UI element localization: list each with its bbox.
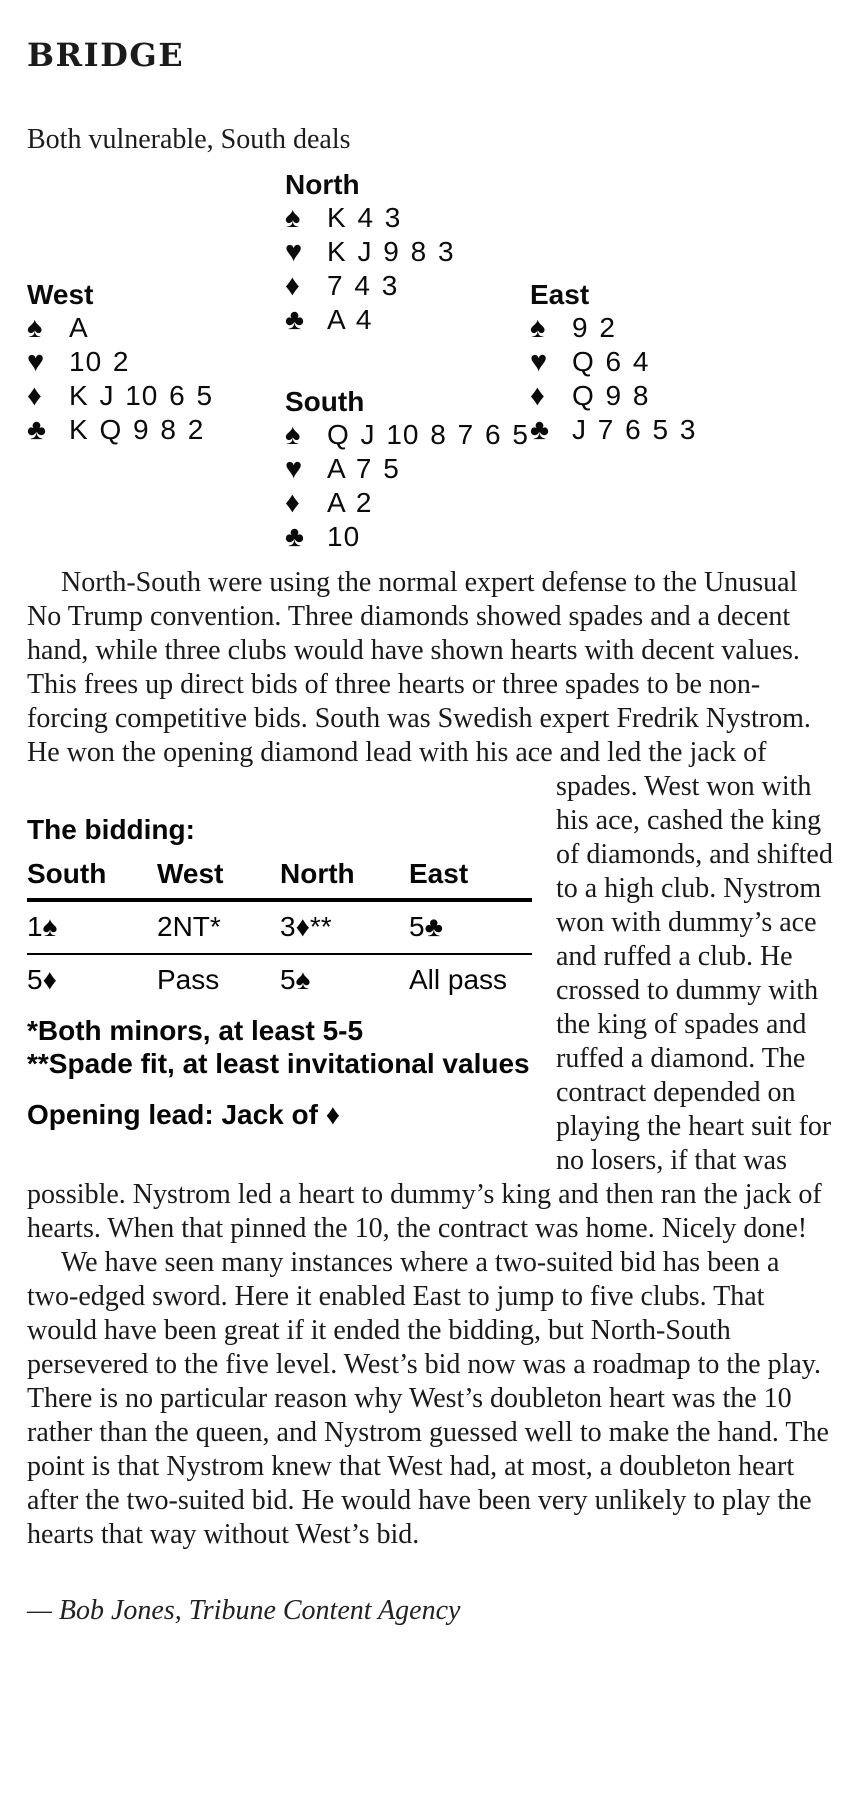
spade-icon: ♠ — [27, 312, 43, 344]
south-diamonds: A 2 — [327, 487, 373, 518]
paragraph-1 — [27, 566, 836, 1246]
diamond-icon: ♦ — [285, 270, 300, 302]
south-clubs: 10 — [327, 521, 361, 552]
east-hearts-line — [530, 345, 696, 379]
south-hearts-line — [285, 452, 529, 486]
bid-cell: 3♦** — [280, 911, 332, 942]
spade-icon: ♠ — [285, 202, 301, 234]
east-hand — [530, 278, 696, 447]
east-hearts: Q 6 4 — [572, 346, 650, 377]
heart-icon: ♥ — [285, 236, 303, 268]
bid-cell: 5♦ — [27, 964, 57, 995]
heart-icon: ♥ — [530, 346, 548, 378]
west-hand — [27, 278, 213, 447]
east-label: East — [530, 279, 590, 310]
bid-cell: Pass — [157, 964, 220, 995]
paragraph-1-before-bidding: North-South were using the normal expert defense to the Unusual No Trump convention. Three diamonds showed spades and a decent hand, while three clubs would have shown hearts with decent values. This frees up direct bids of three hearts or three spades to be non-forcing competitive bids. South was Swedish expert Fredrik Nystrom. He won the opening diamond lead with his ace and led — [27, 567, 811, 768]
north-spades: K 4 3 — [327, 202, 402, 233]
bidding-row-1 — [27, 902, 532, 955]
east-clubs-line — [530, 413, 696, 447]
west-hearts-line — [27, 345, 213, 379]
north-spades-line — [285, 201, 455, 235]
bid-cell: All pass — [409, 964, 508, 995]
west-label: West — [27, 279, 94, 310]
club-icon: ♣ — [27, 414, 47, 446]
west-hearts: 10 2 — [69, 346, 130, 377]
vulnerability-dealer-line: Both vulnerable, South deals — [27, 124, 351, 155]
north-hearts: K J 9 8 3 — [327, 236, 455, 267]
south-spades: Q J 10 8 7 6 5 — [327, 419, 529, 450]
west-diamonds: K J 10 6 5 — [69, 380, 214, 411]
opening-lead: Opening lead: Jack of ♦ — [27, 1099, 341, 1130]
bid-cell: 2NT* — [157, 911, 221, 942]
north-diamonds: 7 4 3 — [327, 270, 399, 301]
bid-cell: 5♣ — [409, 911, 443, 942]
east-diamonds-line — [530, 379, 696, 413]
south-label: South — [285, 386, 365, 417]
south-diamonds-line — [285, 486, 529, 520]
west-spades: A — [69, 312, 89, 343]
heart-icon: ♥ — [285, 453, 303, 485]
west-clubs-line — [27, 413, 213, 447]
bid-cell: 5♠ — [280, 964, 311, 995]
west-clubs: K Q 9 8 2 — [69, 414, 205, 445]
south-hand — [285, 385, 529, 554]
south-clubs-line — [285, 520, 529, 554]
heart-icon: ♥ — [27, 346, 45, 378]
bidding-row-2 — [27, 955, 532, 1000]
bidding-box — [27, 778, 532, 1164]
footnote-both-minors: *Both minors, at least 5-5 — [27, 1015, 364, 1046]
west-diamonds-line — [27, 379, 213, 413]
bid-header-east: East — [409, 858, 469, 889]
diamond-icon: ♦ — [530, 380, 545, 412]
south-spades-line — [285, 418, 529, 452]
spade-icon: ♠ — [530, 312, 546, 344]
east-diamonds: Q 9 8 — [572, 380, 650, 411]
west-spades-line — [27, 311, 213, 345]
bid-header-west: West — [157, 858, 224, 889]
bid-cell: 1♠ — [27, 911, 58, 942]
article-body — [27, 566, 836, 1628]
paragraph-1-after-bidding: the jack of spades. West won with his ace, cashed the king of diamonds, and shifted to a high club. Nystrom won with dummy’s ace and ruffed a club. He crossed to dummy with the king of spades and ruffed a diamond. The contract depended on playing the heart suit for no losers, if that was possible. Nystrom led a heart to dummy’s king and then ran the jack of hearts. When that pinned the 10, the contract was home. Nicely done! — [27, 737, 833, 1244]
bid-header-south: South — [27, 858, 107, 889]
bidding-table — [27, 858, 532, 1000]
diamond-icon: ♦ — [27, 380, 42, 412]
spade-icon: ♠ — [285, 419, 301, 451]
north-clubs: A 4 — [327, 304, 373, 335]
column-title: BRIDGE — [27, 36, 185, 74]
deal-diagram — [27, 168, 836, 552]
byline: — Bob Jones, Tribune Content Agency — [27, 1595, 461, 1626]
diamond-icon: ♦ — [285, 487, 300, 519]
bidding-footnotes — [27, 1014, 532, 1080]
north-label: North — [285, 169, 360, 200]
north-clubs-line — [285, 303, 455, 337]
east-clubs: J 7 6 5 3 — [572, 414, 697, 445]
bid-header-north: North — [280, 858, 355, 889]
club-icon: ♣ — [285, 304, 305, 336]
bidding-heading: The bidding: — [27, 814, 195, 845]
club-icon: ♣ — [530, 414, 550, 446]
north-hand — [285, 168, 455, 337]
footnote-spade-fit: **Spade fit, at least invitational values — [27, 1048, 530, 1079]
paragraph-2: We have seen many instances where a two-suited bid has been a two-edged sword. Here it enabled East to jump to five clubs. That would have been great if it ended the bidding, but North-South persevered to the five level. West’s bid now was a roadmap to the play. There is no particular reason why West’s doubleton heart was the 10 rather than the queen, and Nystrom guessed well to make the hand. The point is that Nystrom knew that West had, at most, a doubleton heart after the two-suited bid. He would have been very unlikely to play the hearts that way without West’s bid. — [27, 1247, 829, 1550]
east-spades: 9 2 — [572, 312, 616, 343]
bidding-header-row — [27, 858, 532, 902]
south-hearts: A 7 5 — [327, 453, 400, 484]
north-hearts-line — [285, 235, 455, 269]
east-spades-line — [530, 311, 696, 345]
club-icon: ♣ — [285, 521, 305, 553]
north-diamonds-line — [285, 269, 455, 303]
